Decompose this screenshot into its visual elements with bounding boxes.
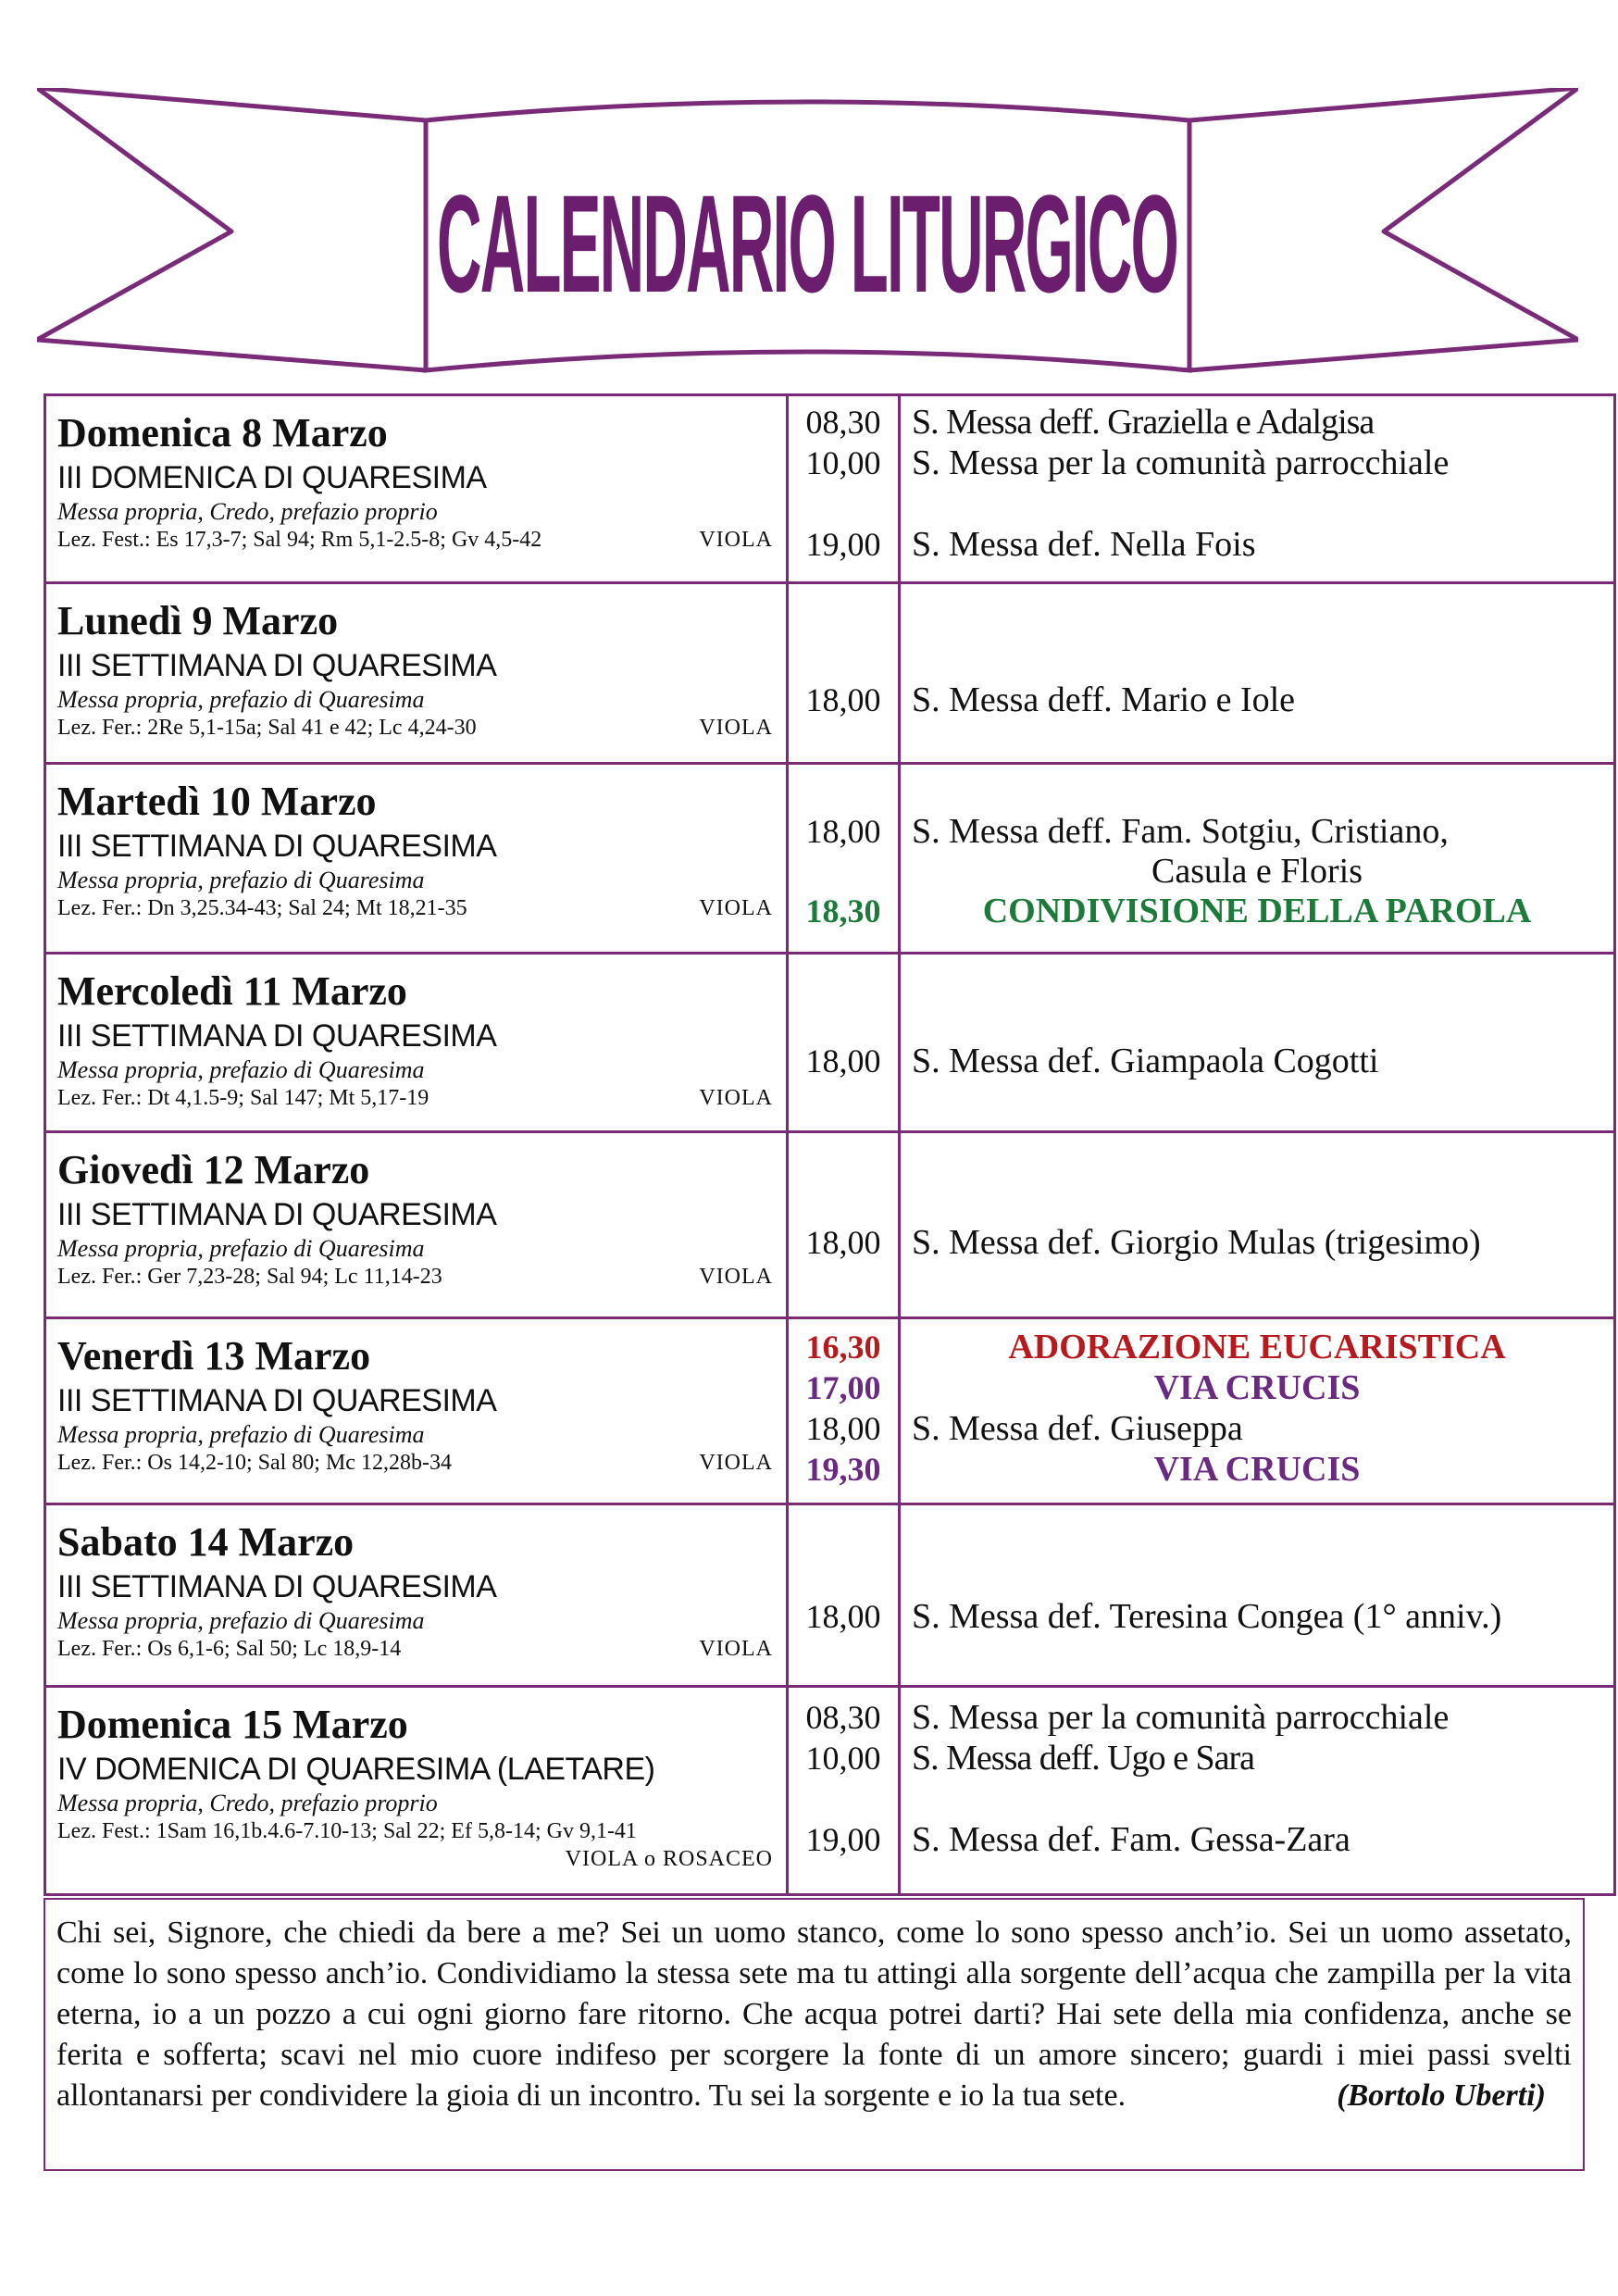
day-messa: Messa propria, Credo, prefazio proprio bbox=[57, 1790, 438, 1816]
time-cell bbox=[788, 764, 900, 954]
schedule-table bbox=[44, 393, 1616, 1896]
event-time: 18,00 bbox=[805, 1224, 881, 1261]
day-messa: Messa propria, prefazio di Quaresima bbox=[57, 1235, 425, 1262]
day-date: Venerdì 13 Marzo bbox=[57, 1333, 371, 1379]
day-date: Sabato 14 Marzo bbox=[57, 1519, 355, 1565]
lezioni-text: Lez. Fer.: Dn 3,25.34-43; Sal 24; Mt 18,21-35 bbox=[57, 896, 467, 920]
time-cell bbox=[788, 954, 900, 1132]
event-text: S. Messa deff. Ugo e Sara bbox=[912, 1739, 1255, 1778]
day-week: III DOMENICA DI QUARESIMA bbox=[57, 460, 487, 495]
table-row bbox=[45, 1687, 1615, 1895]
lezioni-text: Lez. Fer.: Ger 7,23-28; Sal 94; Lc 11,14-23 bbox=[57, 1265, 442, 1289]
event-time: 10,00 bbox=[805, 444, 881, 481]
event-time: 19,30 bbox=[805, 1451, 881, 1488]
lezioni-text: Lez. Fer.: Dt 4,1.5-9; Sal 147; Mt 5,17-19 bbox=[57, 1086, 429, 1110]
lezioni-text: Lez. Fest.: 1Sam 16,1b.4.6-7.10-13; Sal 22; Ef 5,8-14; Gv 9,1-41 bbox=[57, 1819, 637, 1843]
events-cell bbox=[900, 764, 1615, 954]
day-messa: Messa propria, prefazio di Quaresima bbox=[57, 686, 425, 713]
events-cell bbox=[900, 395, 1615, 583]
liturgical-color: VIOLA bbox=[699, 1265, 773, 1289]
event-text: S. Messa def. Giorgio Mulas (trigesimo) bbox=[912, 1223, 1481, 1262]
lezioni-text: Lez. Fest.: Es 17,3-7; Sal 94; Rm 5,1-2.5-8; Gv 4,5-42 bbox=[57, 528, 542, 552]
event-text: VIA CRUCIS bbox=[1153, 1450, 1361, 1489]
day-messa: Messa propria, prefazio di Quaresima bbox=[57, 867, 425, 893]
liturgical-color: VIOLA bbox=[699, 896, 773, 920]
day-messa: Messa propria, prefazio di Quaresima bbox=[57, 1056, 425, 1083]
day-week: III SETTIMANA DI QUARESIMA bbox=[57, 1197, 497, 1232]
event-text: S. Messa deff. Fam. Sotgiu, Cristiano, bbox=[912, 812, 1449, 851]
table-row bbox=[45, 583, 1615, 764]
banner-ribbon-right bbox=[1189, 88, 1578, 370]
day-lezioni bbox=[57, 714, 777, 742]
time-cell bbox=[788, 583, 900, 764]
day-date: Lunedì 9 Marzo bbox=[57, 598, 339, 643]
day-date: Martedì 10 Marzo bbox=[57, 779, 377, 824]
day-info bbox=[45, 583, 788, 764]
table-row bbox=[45, 954, 1615, 1132]
table-row bbox=[45, 395, 1615, 583]
event-time: 10,00 bbox=[805, 1740, 881, 1777]
day-info bbox=[45, 1687, 788, 1895]
event-time: 19,00 bbox=[805, 1821, 881, 1858]
day-info bbox=[45, 395, 788, 583]
liturgical-color: VIOLA bbox=[699, 1451, 773, 1475]
event-text: S. Messa per la comunità parrocchiale bbox=[912, 443, 1450, 482]
day-week: III SETTIMANA DI QUARESIMA bbox=[57, 1569, 497, 1604]
events-cell bbox=[900, 1132, 1615, 1318]
day-week: III SETTIMANA DI QUARESIMA bbox=[57, 829, 497, 864]
event-text: VIA CRUCIS bbox=[1153, 1368, 1361, 1407]
day-info bbox=[45, 1504, 788, 1687]
day-lezioni bbox=[57, 894, 777, 922]
event-time: 18,00 bbox=[805, 1598, 881, 1635]
day-date: Domenica 15 Marzo bbox=[57, 1702, 408, 1747]
event-text: S. Messa def. Nella Fois bbox=[912, 525, 1256, 564]
event-time: 18,00 bbox=[805, 1042, 881, 1079]
events-cell bbox=[900, 583, 1615, 764]
liturgical-color: VIOLA bbox=[699, 1637, 773, 1661]
day-date: Mercoledì 11 Marzo bbox=[57, 968, 407, 1014]
lezioni-text: Lez. Fer.: Os 14,2-10; Sal 80; Mc 12,28b-34 bbox=[57, 1451, 452, 1475]
day-week: IV DOMENICA DI QUARESIMA (LAETARE) bbox=[57, 1752, 655, 1787]
liturgical-color: VIOLA bbox=[699, 716, 773, 740]
day-lezioni bbox=[57, 1817, 777, 1845]
liturgical-color: VIOLA o ROSACEO bbox=[565, 1847, 773, 1871]
title-banner bbox=[37, 88, 1578, 384]
events-cell bbox=[900, 1504, 1615, 1687]
day-info bbox=[45, 1318, 788, 1504]
table-row bbox=[45, 1318, 1615, 1504]
time-cell bbox=[788, 1318, 900, 1504]
event-time: 08,30 bbox=[805, 404, 881, 441]
day-messa: Messa propria, prefazio di Quaresima bbox=[57, 1421, 425, 1448]
day-messa: Messa propria, Credo, prefazio proprio bbox=[57, 498, 438, 525]
event-text: S. Messa def. Giuseppa bbox=[912, 1409, 1243, 1448]
liturgical-color: VIOLA bbox=[699, 1086, 773, 1110]
time-cell bbox=[788, 1132, 900, 1318]
day-week: III SETTIMANA DI QUARESIMA bbox=[57, 1383, 497, 1418]
event-text-continued: Casula e Floris bbox=[1151, 852, 1363, 891]
event-text: CONDIVISIONE DELLA PAROLA bbox=[982, 892, 1532, 930]
liturgical-color: VIOLA bbox=[699, 528, 773, 552]
day-lezioni bbox=[57, 1449, 777, 1477]
time-cell bbox=[788, 395, 900, 583]
event-text: S. Messa def. Giampaola Cogotti bbox=[912, 1042, 1379, 1080]
table-row bbox=[45, 764, 1615, 954]
page-title: CALENDARIO LITURGICO bbox=[437, 166, 1177, 321]
banner-ribbon-left bbox=[37, 88, 426, 370]
day-lezioni bbox=[57, 526, 777, 554]
day-lezioni bbox=[57, 1084, 777, 1112]
day-info bbox=[45, 764, 788, 954]
day-info bbox=[45, 1132, 788, 1318]
day-week: III SETTIMANA DI QUARESIMA bbox=[57, 1018, 497, 1054]
event-time: 18,00 bbox=[805, 813, 881, 850]
event-text: S. Messa deff. Mario e Iole bbox=[912, 680, 1296, 719]
events-cell bbox=[900, 1687, 1615, 1895]
event-text: ADORAZIONE EUCARISTICA bbox=[1008, 1328, 1506, 1366]
event-text: S. Messa def. Fam. Gessa-Zara bbox=[912, 1820, 1350, 1859]
day-date: Giovedì 12 Marzo bbox=[57, 1147, 370, 1192]
event-time: 18,30 bbox=[805, 892, 881, 930]
event-text: S. Messa deff. Graziella e Adalgisa bbox=[912, 403, 1375, 442]
time-cell bbox=[788, 1504, 900, 1687]
quote-author: (Bortolo Uberti) bbox=[1337, 2078, 1546, 2113]
event-time: 18,00 bbox=[805, 681, 881, 718]
event-time: 08,30 bbox=[805, 1699, 881, 1736]
lezioni-text: Lez. Fer.: Os 6,1-6; Sal 50; Lc 18,9-14 bbox=[57, 1637, 402, 1661]
event-time: 16,30 bbox=[805, 1329, 881, 1366]
table-row bbox=[45, 1132, 1615, 1318]
quote-text: Chi sei, Signore, che chiedi da bere a me? Sei un uomo stanco, come lo sono spesso anch’io. Sei un uomo assetato, come lo sono spesso anch’io. Condividiamo la stessa sete ma tu attingi alla sorgente dell’acqua che zampilla per la vita eterna, io a un pozzo a cui ogni giorno fare ritorno. Che acqua potrei darti? Hai sete della mia confidenza, anche se ferita e sofferta; scavi nel mio cuore indifeso per scorgere la fonte di un amore sincero; guardi i miei passi svelti allontanarsi per condividere la gioia di un incontro. Tu sei la sorgente e io la tua sete. bbox=[56, 1915, 1572, 2113]
lezioni-text: Lez. Fer.: 2Re 5,1-15a; Sal 41 e 42; Lc 4,24-30 bbox=[57, 716, 477, 740]
event-time: 17,00 bbox=[805, 1369, 881, 1406]
table-row bbox=[45, 1504, 1615, 1687]
event-text: S. Messa per la comunità parrocchiale bbox=[912, 1698, 1450, 1737]
events-cell bbox=[900, 1318, 1615, 1504]
time-cell bbox=[788, 1687, 900, 1895]
events-cell bbox=[900, 954, 1615, 1132]
day-lezioni bbox=[57, 1263, 777, 1291]
day-messa: Messa propria, prefazio di Quaresima bbox=[57, 1607, 425, 1634]
event-time: 19,00 bbox=[805, 526, 881, 563]
day-date: Domenica 8 Marzo bbox=[57, 410, 388, 455]
day-lezioni bbox=[57, 1635, 777, 1663]
day-week: III SETTIMANA DI QUARESIMA bbox=[57, 648, 497, 683]
event-time: 18,00 bbox=[805, 1410, 881, 1447]
event-text: S. Messa def. Teresina Congea (1° anniv.) bbox=[912, 1597, 1502, 1636]
quote-box bbox=[44, 1898, 1585, 2171]
day-info bbox=[45, 954, 788, 1132]
